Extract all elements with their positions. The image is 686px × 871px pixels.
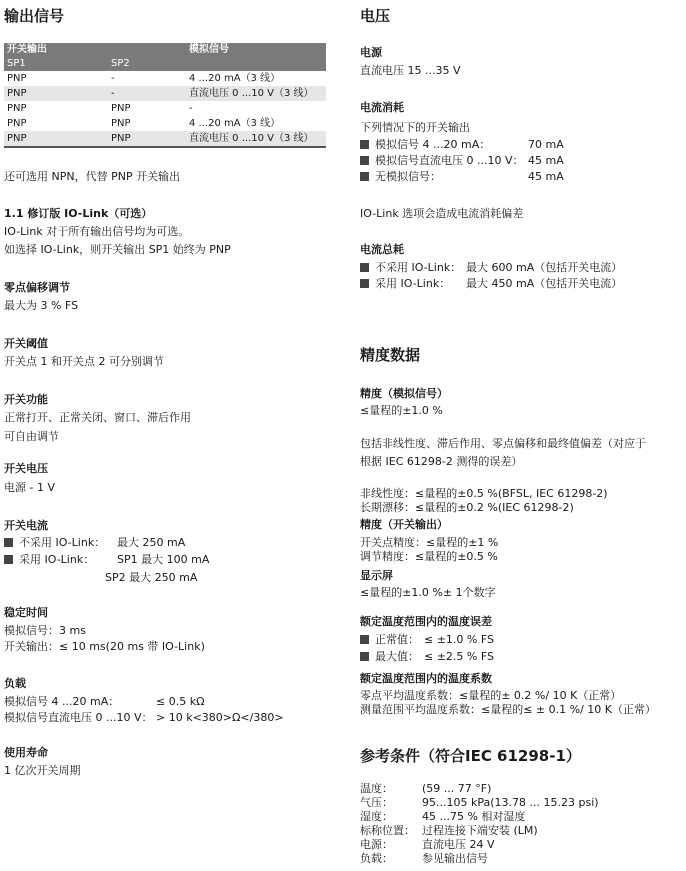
total-consumption-label: 不采用 IO-Link： [375,261,462,274]
bullet-square-icon [4,538,13,547]
total-consumption-item [360,276,622,292]
table-cell: PNP [4,116,108,131]
temp-coeff-heading: 额定温度范围内的温度系数 [360,672,492,685]
load-line1-value: ≤ 0.5 kΩ [156,695,205,708]
service-life-text: 1 亿次开关周期 [4,764,81,777]
temp-error-item [360,632,494,648]
iolink-line1: IO-Link 对于所有输出信号均为可选。 [4,225,190,238]
reference-label: 电源： [360,838,393,851]
reference-value: 45 ...75 % 相对湿度 [422,810,526,823]
table-cell: - [186,101,326,116]
iolink-line2: 如选择 IO-Link，则开关输出 SP1 始终为 PNP [4,243,231,256]
switch-threshold-text: 开关点 1 和开关点 2 可分别调节 [4,355,164,368]
switch-voltage-text: 电源 - 1 V [4,481,55,494]
reference-row [360,852,488,866]
temp-error-label: 最大值： [375,650,419,663]
npn-note: 还可选用 NPN，代替 PNP 开关输出 [4,170,181,183]
settling-time-line1: 模拟信号：3 ms [4,624,86,637]
switch-current-item1 [4,535,185,551]
switch-current-item2-value2: SP2 最大 250 mA [105,571,198,584]
reference-label: 负载： [360,852,393,865]
temp-coeff-line1: 零点平均温度系数：≤量程的± 0.2 %/ 10 K（正常） [360,689,622,702]
settling-time-line2: 开关输出：≤ 10 ms(20 ms 带 IO-Link) [4,640,205,653]
load-line1-label: 模拟信号 4 ...20 mA： [4,695,120,708]
table-row [4,71,326,86]
reference-label: 温度： [360,782,393,795]
reference-label: 标称位置： [360,824,415,837]
current-consumption-item [360,153,564,169]
temp-coeff-line2: 测量范围平均温度系数：≤量程的≤ ± 0.1 %/ 10 K（正常） [360,703,656,716]
output-signal-title: 输出信号 [4,7,65,25]
table-cell: PNP [4,71,108,86]
load-line1 [4,694,204,710]
table-cell: PNP [108,101,186,116]
table-cell: PNP [4,86,108,101]
table-cell: - [108,71,186,86]
output-signal-table [4,43,326,148]
reference-label: 气压： [360,796,393,809]
accuracy-switch-heading: 精度（开关输出） [360,518,448,531]
temp-error-item [360,649,494,665]
bullet-square-icon [360,140,369,149]
current-consumption-heading: 电流消耗 [360,101,404,114]
load-heading: 负载 [4,677,26,690]
table-row [4,86,326,101]
accuracy-analog-heading: 精度（模拟信号） [360,387,448,400]
accuracy-switch-line2: 调节精度：≤量程的±0.5 % [360,550,498,563]
bullet-square-icon [360,263,369,272]
nonlinearity-text: 非线性度：≤量程的±0.5 %(BFSL, IEC 61298-2) [360,487,608,500]
includes-line1: 包括非线性度、滞后作用、零点偏移和最终值偏差（对应于 [360,437,646,450]
current-consumption-value: 70 mA [528,138,564,151]
reference-row [360,782,491,796]
table-cell: 直流电压 0 ...10 V（3 线） [186,131,326,147]
reference-label: 湿度： [360,810,393,823]
zero-offset-heading: 零点偏移调节 [4,281,70,294]
accuracy-title: 精度数据 [360,346,421,364]
table-sub-empty [186,57,326,71]
total-consumption-label: 采用 IO-Link： [375,277,451,290]
bullet-square-icon [360,279,369,288]
temp-error-label: 正常值： [375,633,419,646]
current-consumption-value: 45 mA [528,170,564,183]
reference-row [360,796,599,810]
bullet-square-icon [360,156,369,165]
current-consumption-label: 模拟信号 4 ...20 mA： [375,138,491,151]
table-group-switch: 开关输出 [4,43,186,57]
drift-text: 长期漂移：≤量程的±0.2 %(IEC 61298-2) [360,501,574,514]
table-cell: PNP [108,116,186,131]
display-text: ≤量程的±1.0 %± 1个数字 [360,586,496,599]
total-consumption-value: 最大 450 mA（包括开关电流） [466,277,623,290]
reference-row [360,838,495,852]
table-cell: PNP [4,131,108,147]
switch-current-heading: 开关电流 [4,519,48,532]
table-cell: PNP [108,131,186,147]
supply-text: 直流电压 15 ...35 V [360,64,461,77]
switch-current-item2-value1: SP1 最大 100 mA [117,553,210,566]
supply-heading: 电源 [360,46,382,59]
reference-row [360,824,538,838]
load-line2: 模拟信号直流电压 0 ...10 V： > 10 k<380>Ω</380> [4,711,284,724]
current-consumption-item [360,137,564,153]
table-cell: PNP [4,101,108,116]
bullet-square-icon [360,635,369,644]
current-consumption-value: 45 mA [528,154,564,167]
table-sub-sp2: SP2 [108,57,186,71]
current-consumption-label: 无模拟信号： [375,170,441,183]
table-cell: 直流电压 0 ...10 V（3 线） [186,86,326,101]
switch-voltage-heading: 开关电压 [4,462,48,475]
reference-value: (59 ... 77 °F) [422,782,492,795]
current-consumption-label: 模拟信号直流电压 0 ...10 V： [375,154,524,167]
total-consumption-heading: 电流总耗 [360,243,404,256]
reference-value: 参见输出信号 [422,852,488,865]
accuracy-switch-line1: 开关点精度：≤量程的±1 % [360,536,499,549]
switch-current-item1-value: 最大 250 mA [117,536,186,549]
accuracy-analog-text: ≤量程的±1.0 % [360,404,443,417]
includes-line2: 根据 IEC 61298-2 测得的误差） [360,455,523,468]
switch-current-item2-label: 采用 IO-Link： [19,553,95,566]
display-heading: 显示屏 [360,569,393,582]
iolink-consumption-note: IO-Link 选项会造成电流消耗偏差 [360,207,524,220]
temp-error-value: ≤ ±1.0 % FS [424,633,494,646]
table-cell: 4 ...20 mA（3 线） [186,116,326,131]
iolink-heading: 1.1 修订版 IO-Link（可选） [4,207,153,220]
total-consumption-value: 最大 600 mA（包括开关电流） [466,261,623,274]
current-consumption-intro: 下列情况下的开关输出 [360,121,470,134]
switch-function-line1: 正常打开、正常关闭、窗口、滞后作用 [4,411,191,424]
service-life-heading: 使用寿命 [4,746,48,759]
bullet-square-icon [4,555,13,564]
bullet-square-icon [360,172,369,181]
voltage-title: 电压 [360,7,391,25]
switch-function-line2: 可自由调节 [4,430,59,443]
table-cell: - [108,86,186,101]
table-group-analog: 模拟信号 [186,43,326,57]
current-consumption-item [360,169,564,185]
table-row [4,116,326,131]
settling-time-heading: 稳定时间 [4,606,48,619]
table-row [4,131,326,147]
switch-current-item1-label: 不采用 IO-Link： [19,536,106,549]
reference-title: 参考条件（符合IEC 61298-1） [360,747,581,765]
reference-value: 直流电压 24 V [422,838,495,851]
reference-row [360,810,525,824]
reference-value: 过程连接下端安装 (LM) [422,824,538,837]
zero-offset-text: 最大为 3 % FS [4,299,79,312]
bullet-square-icon [360,652,369,661]
temp-error-value: ≤ ±2.5 % FS [424,650,494,663]
switch-function-heading: 开关功能 [4,393,48,406]
temp-error-heading: 额定温度范围内的温度误差 [360,615,492,628]
table-cell: 4 ...20 mA（3 线） [186,71,326,86]
switch-current-item2 [4,552,209,568]
switch-threshold-heading: 开关阈值 [4,337,48,350]
table-sub-sp1: SP1 [4,57,108,71]
table-row [4,101,326,116]
total-consumption-item [360,260,622,276]
reference-value: 95...105 kPa(13.78 ... 15.23 psi) [422,796,599,809]
